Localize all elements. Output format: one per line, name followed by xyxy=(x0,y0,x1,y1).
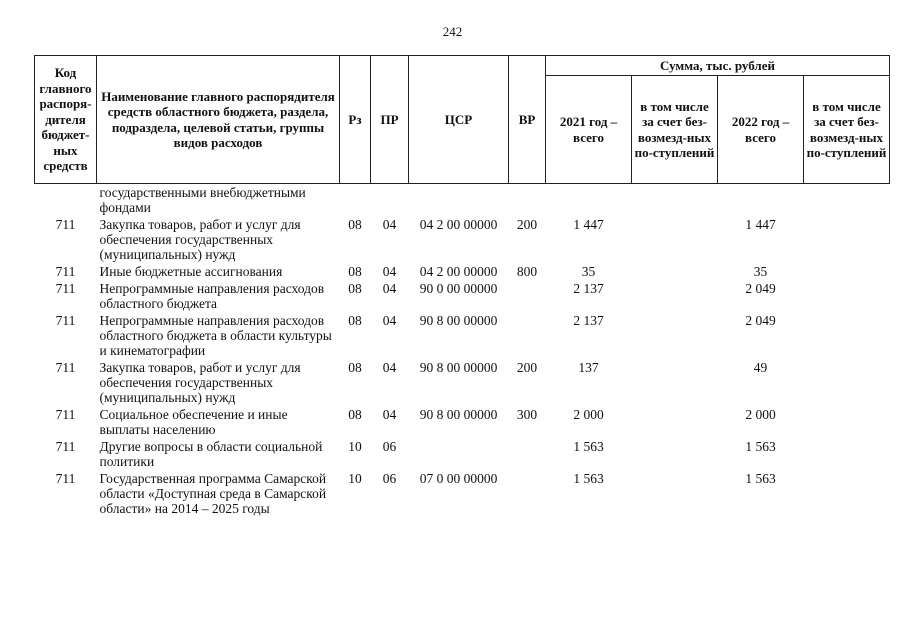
row-pr: 06 xyxy=(382,439,397,454)
col-2021-incl-header: в том числе за счет без-возмезд-ных по-ступлений xyxy=(632,76,718,184)
row-sum-2021-incl xyxy=(632,184,718,217)
row-sum-2021: 1 447 xyxy=(573,217,604,232)
table-body xyxy=(35,184,890,518)
row-sum-2021: 2 137 xyxy=(573,281,604,296)
row-pr: 04 xyxy=(382,313,397,328)
row-sum-2021 xyxy=(546,184,632,217)
table-row xyxy=(35,438,890,470)
col-pr-header: ПР xyxy=(371,56,409,184)
row-vr: 200 xyxy=(516,360,538,375)
row-name: Иные бюджетные ассигнования xyxy=(99,264,283,279)
col-name-header: Наименование главного распорядителя средств областного бюджета, раздела, подраздела, целевой статьи, группы видов расходов xyxy=(97,56,340,184)
row-sum-2021-incl xyxy=(632,406,718,438)
row-sum-2021: 35 xyxy=(581,264,596,279)
row-pr xyxy=(371,184,409,217)
row-sum-2022: 2 049 xyxy=(745,281,776,296)
table-row xyxy=(35,216,890,263)
row-sum-2022: 35 xyxy=(753,264,768,279)
col-code-header: Код главного распоря-дителя бюджет-ных средств xyxy=(35,56,97,184)
row-sum-2021-incl xyxy=(632,438,718,470)
row-pr: 04 xyxy=(382,264,397,279)
row-name: Другие вопросы в области социальной политики xyxy=(99,439,323,469)
row-name: Социальное обеспечение и иные выплаты населению xyxy=(99,407,288,437)
row-sum-2022-incl xyxy=(804,312,890,359)
row-csr: 07 0 00 00000 xyxy=(419,471,498,486)
row-code: 711 xyxy=(55,360,76,375)
row-vr xyxy=(509,280,546,312)
row-vr: 800 xyxy=(516,264,538,279)
row-csr: 04 2 00 00000 xyxy=(419,217,498,232)
row-pr: 04 xyxy=(382,281,397,296)
row-rz xyxy=(340,184,371,217)
row-code xyxy=(35,184,97,217)
col-rz-header: Рз xyxy=(340,56,371,184)
row-sum-2022-incl xyxy=(804,184,890,217)
row-sum-2022-incl xyxy=(804,263,890,280)
row-rz: 08 xyxy=(348,360,362,375)
row-code: 711 xyxy=(55,264,76,279)
col-sum-header: Сумма, тыс. рублей xyxy=(546,56,890,76)
row-pr: 04 xyxy=(382,360,397,375)
row-sum-2021-incl xyxy=(632,359,718,406)
row-rz: 08 xyxy=(348,217,362,232)
table-row xyxy=(35,406,890,438)
row-sum-2021: 2 000 xyxy=(573,407,604,422)
row-name: Государственная программа Самарской области «Доступная среда в Самарской области» на 2014 – 2025 годы xyxy=(99,471,327,516)
row-rz: 08 xyxy=(348,281,362,296)
row-sum-2022: 1 563 xyxy=(745,439,776,454)
row-name: Непрограммные направления расходов областного бюджета xyxy=(99,281,325,311)
table-row xyxy=(35,263,890,280)
row-name: государственными внебюджетными фондами xyxy=(99,185,306,215)
row-sum-2022-incl xyxy=(804,280,890,312)
row-csr: 90 8 00 00000 xyxy=(419,360,498,375)
col-2021-header: 2021 год – всего xyxy=(546,76,632,184)
row-sum-2022: 49 xyxy=(753,360,768,375)
row-sum-2021-incl xyxy=(632,216,718,263)
row-vr xyxy=(509,184,546,217)
row-sum-2021-incl xyxy=(632,263,718,280)
budget-table xyxy=(34,55,890,517)
row-rz: 08 xyxy=(348,407,362,422)
row-csr: 90 0 00 00000 xyxy=(419,281,498,296)
table-row xyxy=(35,280,890,312)
table-header xyxy=(35,56,890,184)
row-name: Закупка товаров, работ и услуг для обеспечения государственных (муниципальных) нужд xyxy=(99,360,301,405)
row-csr xyxy=(409,438,509,470)
row-sum-2022-incl xyxy=(804,470,890,517)
row-sum-2021-incl xyxy=(632,280,718,312)
row-code: 711 xyxy=(55,471,76,486)
row-csr: 04 2 00 00000 xyxy=(419,264,498,279)
row-pr: 04 xyxy=(382,217,397,232)
col-vr-header: ВР xyxy=(509,56,546,184)
row-vr: 200 xyxy=(516,217,538,232)
page-number: 242 xyxy=(442,24,463,39)
row-sum-2022: 2 000 xyxy=(745,407,776,422)
row-code: 711 xyxy=(55,313,76,328)
row-vr xyxy=(509,312,546,359)
row-code: 711 xyxy=(55,217,76,232)
row-csr: 90 8 00 00000 xyxy=(419,407,498,422)
col-csr-header: ЦСР xyxy=(409,56,509,184)
row-code: 711 xyxy=(55,439,76,454)
row-sum-2021: 137 xyxy=(578,360,599,375)
row-sum-2021: 1 563 xyxy=(573,471,604,486)
table-row xyxy=(35,470,890,517)
row-sum-2022: 1 563 xyxy=(745,471,776,486)
row-sum-2022-incl xyxy=(804,406,890,438)
row-csr xyxy=(409,184,509,217)
row-sum-2021-incl xyxy=(632,312,718,359)
row-name: Закупка товаров, работ и услуг для обеспечения государственных (муниципальных) нужд xyxy=(99,217,301,262)
row-name: Непрограммные направления расходов областного бюджета в области культуры и кинематографии xyxy=(99,313,332,358)
table-row xyxy=(35,184,890,217)
table-row xyxy=(35,359,890,406)
row-rz: 10 xyxy=(348,471,362,486)
row-sum-2022: 1 447 xyxy=(745,217,776,232)
row-pr: 04 xyxy=(382,407,397,422)
row-csr: 90 8 00 00000 xyxy=(419,313,498,328)
row-sum-2022-incl xyxy=(804,216,890,263)
row-sum-2021: 1 563 xyxy=(573,439,604,454)
row-rz: 10 xyxy=(348,439,362,454)
row-sum-2022: 2 049 xyxy=(745,313,776,328)
row-sum-2022 xyxy=(718,184,804,217)
col-2022-incl-header: в том числе за счет без-возмезд-ных по-ступлений xyxy=(804,76,890,184)
row-code: 711 xyxy=(55,281,76,296)
row-rz: 08 xyxy=(348,264,362,279)
row-pr: 06 xyxy=(382,471,397,486)
table-row xyxy=(35,312,890,359)
row-sum-2021: 2 137 xyxy=(573,313,604,328)
row-rz: 08 xyxy=(348,313,362,328)
row-sum-2021-incl xyxy=(632,470,718,517)
row-vr: 300 xyxy=(516,407,538,422)
row-vr xyxy=(509,438,546,470)
row-sum-2022-incl xyxy=(804,438,890,470)
row-code: 711 xyxy=(55,407,76,422)
row-vr xyxy=(509,470,546,517)
row-sum-2022-incl xyxy=(804,359,890,406)
col-2022-header: 2022 год – всего xyxy=(718,76,804,184)
